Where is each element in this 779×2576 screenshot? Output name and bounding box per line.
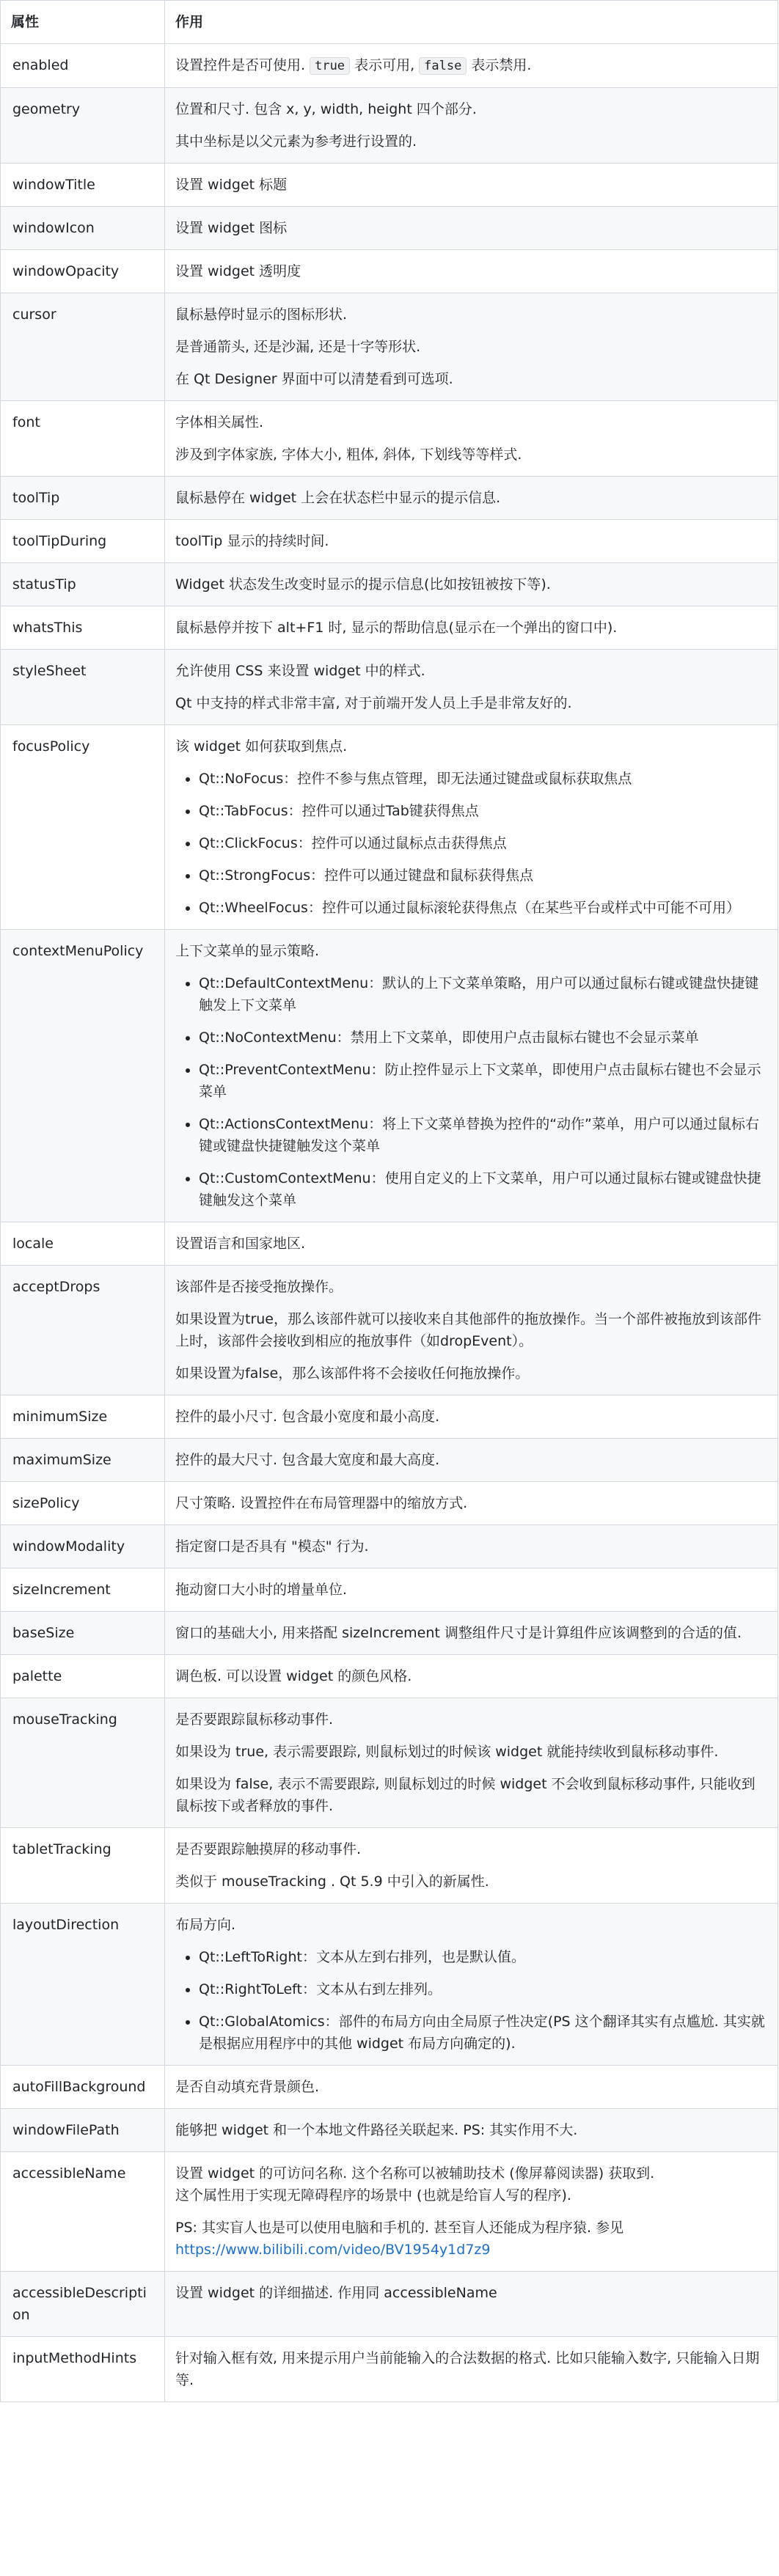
description-paragraph [175, 617, 767, 639]
property-name: acceptDrops [1, 1266, 165, 1395]
text-line: 是否自动填充背景颜色. [175, 2079, 320, 2095]
header-property: 属性 [1, 1, 165, 44]
property-name: windowOpacity [1, 250, 165, 293]
text-line: 在 Qt Designer 界面中可以清楚看到可选项. [175, 371, 453, 387]
table-row [1, 2109, 778, 2152]
list-item: • Qt::ClickFocus：控件可以通过鼠标点击获得焦点 [199, 832, 767, 854]
property-description [165, 293, 778, 401]
description-paragraph [175, 444, 767, 466]
text-span: 表示可用, [350, 57, 420, 73]
description-paragraph [175, 2347, 767, 2391]
text-line: 控件的最大尺寸. 包含最大宽度和最大高度. [175, 1452, 440, 1468]
text-line: 控件的最小尺寸. 包含最小宽度和最小高度. [175, 1409, 440, 1425]
table-row [1, 1222, 778, 1266]
description-paragraph [175, 2282, 767, 2304]
table-row [1, 1904, 778, 2066]
text-line: 设置 widget 透明度 [175, 263, 301, 279]
text-line: 允许使用 CSS 来设置 widget 中的样式. [175, 663, 425, 679]
property-name: focusPolicy [1, 725, 165, 930]
property-name: sizeIncrement [1, 1568, 165, 1612]
bullet-list [175, 1946, 767, 2055]
text-line: 设置 widget 标题 [175, 177, 288, 193]
description-paragraph [175, 1622, 767, 1644]
property-description [165, 1612, 778, 1655]
property-name: autoFillBackground [1, 2066, 165, 2109]
description-paragraph [175, 131, 767, 153]
table-row [1, 2337, 778, 2402]
description-paragraph [175, 1741, 767, 1763]
property-name: windowTitle [1, 164, 165, 207]
table-row [1, 88, 778, 164]
table-row [1, 293, 778, 401]
property-name: tabletTracking [1, 1828, 165, 1904]
property-name: styleSheet [1, 650, 165, 725]
table-row [1, 930, 778, 1222]
description-paragraph [175, 1449, 767, 1471]
text-line: 类似于 mouseTracking . Qt 5.9 中引入的新属性. [175, 1874, 489, 1890]
property-name: windowFilePath [1, 2109, 165, 2152]
description-paragraph [175, 1914, 767, 1936]
property-description [165, 1482, 778, 1525]
description-paragraph [175, 54, 767, 77]
property-name: inputMethodHints [1, 2337, 165, 2402]
description-paragraph [175, 368, 767, 390]
table-header-row [1, 1, 778, 44]
description-paragraph [175, 1871, 767, 1893]
list-item: • Qt::WheelFocus：控件可以通过鼠标滚轮获得焦点（在某些平台或样式中可能不可用） [199, 897, 767, 919]
text-line: 如果设置为false，那么该部件将不会接收任何拖放操作。 [175, 1365, 530, 1381]
property-description [165, 250, 778, 293]
table-row [1, 1568, 778, 1612]
table-row [1, 477, 778, 520]
text-line: 指定窗口是否具有 "模态" 行为. [175, 1538, 369, 1555]
text-line: 尺寸策略. 设置控件在布局管理器中的缩放方式. [175, 1495, 468, 1511]
description-paragraph [175, 530, 767, 552]
property-description [165, 2066, 778, 2109]
description-paragraph [175, 1492, 767, 1514]
property-name: toolTip [1, 477, 165, 520]
property-name: sizePolicy [1, 1482, 165, 1525]
table-row [1, 401, 778, 477]
property-name: enabled [1, 44, 165, 88]
text-line: 布局方向. [175, 1917, 236, 1933]
description-paragraph [175, 1579, 767, 1601]
property-name: geometry [1, 88, 165, 164]
text-line: 是普通箭头, 还是沙漏, 还是十字等形状. [175, 339, 421, 355]
text-line: 如果设为 true, 表示需要跟踪, 则鼠标划过的时候该 widget 就能持续收到鼠标移动事件. [175, 1744, 719, 1760]
description-paragraph [175, 1665, 767, 1687]
table-row [1, 2272, 778, 2337]
text-line: 设置语言和国家地区. [175, 1236, 306, 1252]
table-row [1, 207, 778, 250]
table-row [1, 650, 778, 725]
description-paragraph [175, 1838, 767, 1860]
property-description [165, 2152, 778, 2272]
text-line: 如果设为 false, 表示不需要跟踪, 则鼠标划过的时候 widget 不会收到鼠标移动事件, 只能收到鼠标按下或者释放的事件. [175, 1776, 756, 1814]
property-description [165, 88, 778, 164]
description-paragraph [175, 1233, 767, 1255]
description-paragraph [175, 2076, 767, 2098]
description-paragraph [175, 1709, 767, 1731]
description-paragraph [175, 660, 767, 682]
description-paragraph [175, 735, 767, 757]
description-paragraph [175, 940, 767, 962]
description-paragraph [175, 1362, 767, 1384]
text-line: toolTip 显示的持续时间. [175, 533, 329, 549]
list-item: • Qt::LeftToRight：文本从左到右排列，也是默认值。 [199, 1946, 767, 1968]
description-paragraph [175, 573, 767, 595]
table-row [1, 563, 778, 606]
property-description [165, 1395, 778, 1439]
text-line: 鼠标悬停时显示的图标形状. [175, 307, 348, 323]
table-row [1, 1439, 778, 1482]
text-line: 这个属性用于实现无障碍程序的场景中 (也就是给盲人写的程序). [175, 2187, 571, 2203]
property-name: windowModality [1, 1525, 165, 1568]
description-paragraph [175, 411, 767, 433]
property-description [165, 2337, 778, 2402]
property-name: statusTip [1, 563, 165, 606]
property-name: accessibleName [1, 2152, 165, 2272]
property-description [165, 401, 778, 477]
description-paragraph [175, 1308, 767, 1352]
property-description [165, 1698, 778, 1828]
property-description [165, 1439, 778, 1482]
text-line: PS: 其实盲人也是可以使用电脑和手机的. 甚至盲人还能成为程序猿. 参见 [175, 2220, 624, 2236]
property-name: contextMenuPolicy [1, 930, 165, 1222]
list-item: • Qt::GlobalAtomics：部件的布局方向由全局原子性决定(PS 这个翻译其实有点尴尬. 其实就是根据应用程序中的其他 widget 布局方向确定的). [199, 2011, 767, 2055]
table-row [1, 725, 778, 930]
bullet-list [175, 768, 767, 919]
text-line: 该部件是否接受拖放操作。 [175, 1279, 343, 1295]
bullet-list [175, 972, 767, 1211]
text-line: 调色板. 可以设置 widget 的颜色风格. [175, 1668, 412, 1684]
description-paragraph [175, 1406, 767, 1428]
description-paragraph [175, 487, 767, 509]
property-name: font [1, 401, 165, 477]
text-span: 表示禁用. [467, 57, 532, 73]
property-name: layoutDirection [1, 1904, 165, 2066]
list-item: • Qt::RightToLeft：文本从右到左排列。 [199, 1978, 767, 2000]
property-description [165, 2109, 778, 2152]
property-description [165, 477, 778, 520]
list-item: • Qt::PreventContextMenu：防止控件显示上下文菜单，即使用户点击鼠标右键也不会显示菜单 [199, 1059, 767, 1103]
text-line: Qt 中支持的样式非常丰富, 对于前端开发人员上手是非常友好的. [175, 695, 572, 711]
property-description [165, 1568, 778, 1612]
table-row [1, 520, 778, 563]
text-line: 针对输入框有效, 用来提示用户当前能输入的合法数据的格式. 比如只能输入数字, 只能输入日期等. [175, 2350, 760, 2388]
description-paragraph [175, 1773, 767, 1817]
description-paragraph [175, 174, 767, 196]
property-name: baseSize [1, 1612, 165, 1655]
description-paragraph [175, 692, 767, 714]
property-description [165, 1828, 778, 1904]
table-row [1, 1655, 778, 1698]
description-paragraph [175, 260, 767, 282]
text-line: 设置 widget 图标 [175, 220, 288, 236]
property-name: palette [1, 1655, 165, 1698]
property-name: windowIcon [1, 207, 165, 250]
inline-code: true [310, 57, 350, 75]
property-description [165, 520, 778, 563]
list-item: • Qt::ActionsContextMenu：将上下文菜单替换为控件的“动作”菜单，用户可以通过鼠标右键或键盘快捷键触发这个菜单 [199, 1113, 767, 1157]
description-paragraph [175, 1276, 767, 1298]
table-row [1, 1482, 778, 1525]
list-item: • Qt::NoContextMenu：禁用上下文菜单，即使用户点击鼠标右键也不会显示菜单 [199, 1027, 767, 1049]
text-line: 上下文菜单的显示策略. [175, 943, 320, 959]
list-item: • Qt::NoFocus：控件不参与焦点管理，即无法通过键盘或鼠标获取焦点 [199, 768, 767, 790]
property-description [165, 650, 778, 725]
description-paragraph [175, 2162, 767, 2206]
description-paragraph [175, 2119, 767, 2141]
property-name: mouseTracking [1, 1698, 165, 1828]
text-line: 该 widget 如何获取到焦点. [175, 738, 348, 755]
text-line: Widget 状态发生改变时显示的提示信息(比如按钮被按下等). [175, 576, 551, 592]
inline-code: false [419, 57, 467, 75]
property-description [165, 1222, 778, 1266]
text-line: 其中坐标是以父元素为参考进行设置的. [175, 133, 417, 150]
property-name: toolTipDuring [1, 520, 165, 563]
text-line: 鼠标悬停在 widget 上会在状态栏中显示的提示信息. [175, 490, 501, 506]
table-row [1, 1698, 778, 1828]
property-name: cursor [1, 293, 165, 401]
description-paragraph [175, 98, 767, 120]
description-paragraph [175, 336, 767, 358]
list-item: • Qt::StrongFocus：控件可以通过键盘和鼠标获得焦点 [199, 865, 767, 887]
property-description [165, 44, 778, 88]
text-line: 窗口的基础大小, 用来搭配 sizeIncrement 调整组件尺寸是计算组件应该调整到的合适的值. [175, 1625, 742, 1641]
text-line: 拖动窗口大小时的增量单位. [175, 1582, 348, 1598]
table-row [1, 2066, 778, 2109]
text-span: 设置控件是否可使用. [175, 57, 310, 73]
property-description [165, 1525, 778, 1568]
property-description [165, 1904, 778, 2066]
table-row [1, 250, 778, 293]
property-name: minimumSize [1, 1395, 165, 1439]
property-name: maximumSize [1, 1439, 165, 1482]
table-row [1, 1525, 778, 1568]
list-item: • Qt::CustomContextMenu：使用自定义的上下文菜单，用户可以通过鼠标右键或键盘快捷键触发这个菜单 [199, 1167, 767, 1211]
text-line: 涉及到字体家族, 字体大小, 粗体, 斜体, 下划线等等样式. [175, 447, 522, 463]
table-body [1, 44, 778, 2402]
property-description [165, 606, 778, 650]
table-row [1, 606, 778, 650]
description-paragraph [175, 2217, 767, 2261]
property-description [165, 1655, 778, 1698]
text-line: 如果设置为true，那么该部件就可以接收来自其他部件的拖放操作。当一个部件被拖放到该部件上时，该部件会接收到相应的拖放事件（如dropEvent）。 [175, 1311, 761, 1349]
text-line: 字体相关属性. [175, 414, 264, 430]
description-paragraph [175, 217, 767, 239]
table-row [1, 1828, 778, 1904]
property-description [165, 725, 778, 930]
text-line: 设置 widget 的详细描述. 作用同 accessibleName [175, 2285, 497, 2301]
video-link[interactable]: https://www.bilibili.com/video/BV1954y1d7z9 [175, 2242, 491, 2258]
table-row [1, 1612, 778, 1655]
text-line: 是否要跟踪鼠标移动事件. [175, 1711, 334, 1728]
text-line: 位置和尺寸. 包含 x, y, width, height 四个部分. [175, 101, 477, 117]
table-row [1, 2152, 778, 2272]
property-name: accessibleDescription [1, 2272, 165, 2337]
property-name: locale [1, 1222, 165, 1266]
property-description [165, 164, 778, 207]
description-paragraph [175, 1535, 767, 1557]
text-line: 设置 widget 的可访问名称. 这个名称可以被辅助技术 (像屏幕阅读器) 获取到. [175, 2165, 655, 2181]
property-description [165, 930, 778, 1222]
description-paragraph [175, 304, 767, 326]
property-description [165, 207, 778, 250]
property-description [165, 1266, 778, 1395]
table-row [1, 1266, 778, 1395]
text-line: 鼠标悬停并按下 alt+F1 时, 显示的帮助信息(显示在一个弹出的窗口中). [175, 620, 618, 636]
property-name: whatsThis [1, 606, 165, 650]
text-line: 是否要跟踪触摸屏的移动事件. [175, 1841, 362, 1857]
header-usage: 作用 [165, 1, 778, 44]
property-description [165, 2272, 778, 2337]
list-item: • Qt::TabFocus：控件可以通过Tab键获得焦点 [199, 800, 767, 822]
list-item: • Qt::DefaultContextMenu：默认的上下文菜单策略，用户可以通过鼠标右键或键盘快捷键触发上下文菜单 [199, 972, 767, 1016]
table-row [1, 1395, 778, 1439]
text-line: 能够把 widget 和一个本地文件路径关联起来. PS: 其实作用不大. [175, 2122, 578, 2138]
table-row [1, 44, 778, 88]
property-description [165, 563, 778, 606]
table-row [1, 164, 778, 207]
